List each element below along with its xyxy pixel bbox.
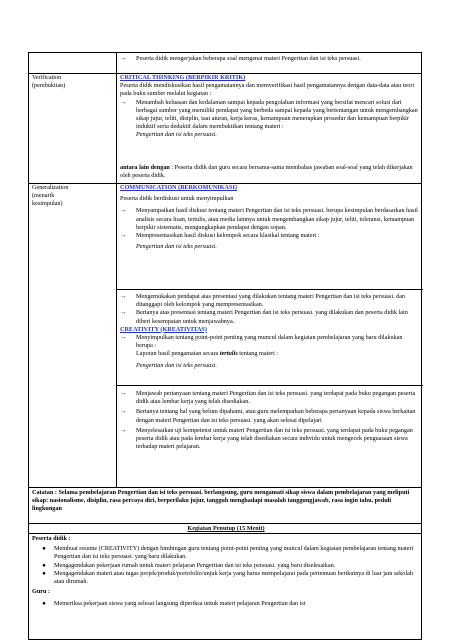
label-generalization (32, 184, 112, 209)
teacher-note: Catatan : Selama pembelajaran Pengertian dan isi teks persuasi. berlangsung, guru mengamati sikap siswa dalam pembelajaran yang meliputi sikap: nasionalisme, disiplin, rasa percaya diri, berperilaku jujur, tangguh menghadapi masalah tanggungjawab, rasa ingin tahu, peduli lingkungan (32, 489, 410, 513)
communication-title: COMMUNICATION (BERKOMUNIKASI) (120, 184, 237, 191)
evaluation-item: Menjawab pertanyaan tentang materi Pengertian dan isi teks persuasi. yang terdapat pada buku pegangan peserta didik atau lembar kerja yang telah disediakan. (136, 390, 416, 406)
column-divider (116, 53, 117, 487)
arrow-icon: → (120, 98, 127, 106)
evaluation-item: Menyelesaikan uji kompetensi untuk materi Pengertian dan isi teks persuasi. yang terdapat pada buku pegangan peserta didik atau pada lembar kerja yang telah disediakan secara individu untuk mengecek penguasaan siswa terhadap materi pelajaran. (136, 426, 413, 451)
creativity-topic: Pengertian dan isi teks persuasi. (136, 361, 217, 369)
closing-section (32, 535, 418, 609)
evaluation-section (120, 390, 418, 451)
guru-label: Guru : (32, 588, 51, 596)
row-divider (116, 385, 423, 386)
critical-item: Menambah keluasan dan kedalaman sampai kepada pengolahan informasi yang bersifat mencari solusi dari berbagai sumber yang memiliki pendapat yang berbeda sampai kepada yang bertentangan untuk mengembangkan sikap jujur, teliti, disiplin, taat aturan, kerja keras, kemampuan menerapkan prosedur dan kemampuan berpikir induktif serta deduktif dalam membuktikan tentang materi : (136, 98, 418, 131)
arrow-icon: → (120, 232, 127, 240)
discussion-text: : Peserta didik dan guru secara bersama-sama membahas jawaban soal-soal yang telah dikerjakan oleh peserta didik. (120, 164, 413, 180)
generalization-sub2: kesimpulan) (32, 200, 63, 208)
list-item (120, 390, 418, 406)
list-item (32, 600, 418, 608)
bullet-icon: ● (42, 561, 46, 569)
arrow-icon: → (120, 390, 127, 397)
list-item (32, 570, 418, 586)
top-line: Peserta didik mengerjakan beberapa soal mengenai materi Pengertian dan isi teks persuasi. (136, 55, 361, 62)
verification-sub: (pembuktian) (32, 82, 66, 90)
label-verification (32, 74, 112, 90)
arrow-icon: → (120, 426, 127, 434)
list-item (120, 309, 418, 325)
creativity-item: Menyimpulkan tentang point-point penting yang muncul dalam kegiatan pembelajaran yang baru dilakukan berupa : (136, 334, 403, 350)
critical-topic: Pengertian dan isi teks persuasi. (136, 131, 217, 139)
row-top (120, 55, 418, 63)
list-item (120, 427, 418, 452)
list-item (120, 334, 418, 350)
peserta-item: Mengagendakan pekerjaan rumah untuk materi pelajaran Pengertian dan isi teks persuasi. yang baru diselesaikan. (54, 561, 336, 569)
creativity-title: CREATIVITY (KREATIVITAS) (120, 325, 207, 333)
arrow-icon: → (120, 207, 127, 215)
presentation-section (120, 293, 418, 370)
discussion-note (120, 164, 418, 180)
critical-intro: Peserta didik mendiskusikan hasil pengamatannya dan memverifikasi hasil pengamatannya dengan data-data atau teori pada buku sumber melalui kegiatan : (120, 82, 415, 98)
peserta-item: Mengagendakan materi atau tugas projek/produk/portofolio/unjuk kerja yang harus mempelajarai pada pertemuan berikutnya di luar jam sekolah atau dirumah. (54, 569, 413, 586)
arrow-icon: → (120, 309, 127, 317)
arrow-icon: → (120, 334, 127, 342)
bullet-icon: ● (42, 545, 46, 553)
row-divider (29, 487, 421, 488)
peserta-item: Membuat resume (CREATIVITY) dengan bimbingan guru tentang point-point penting yang muncul dalam kegiatan pembelajaran tentang materi Pengertian dan isi teks persuasi. yang baru dilakukan. (54, 545, 414, 561)
verification-label: Verification (32, 74, 62, 81)
critical-thinking-title: CRITICAL THINKING (BERPIKIR KRITIK) (120, 74, 246, 81)
arrow-icon: → (120, 408, 127, 416)
bullet-icon: ● (42, 600, 46, 608)
list-item (120, 55, 418, 63)
arrow-icon: → (120, 293, 127, 300)
peserta-label: Peserta didik : (32, 535, 71, 542)
list-item (120, 408, 418, 424)
list-item (120, 293, 418, 309)
lesson-table (28, 52, 422, 640)
list-item (120, 99, 418, 132)
communication-item: Menyampaikan hasil diskusi tentang materi Pengertian dan isi teks persuasi. berupa kesimpulan berdasarkan hasil analisis secara lisan, tertulis, atau media lainnya untuk mengembangkan sikap jujur, teliti, toleransi, kemampuan berpikir sistematis, mengungkapkan pendapat dengan sopan. (136, 207, 418, 231)
communication-item: Mempresentasikan hasil diskusi kelompok secara klasikal tentang materi : (136, 232, 320, 240)
presentation-item: Bertanya atas presentasi tentang materi Pengertian dan isi teks persuasi. yang dilakukan dan peserta didik lain diberi kesempatan untuk menjawabnya. (136, 309, 408, 325)
list-item (120, 232, 418, 240)
discussion-bold: antara lain dengan (120, 164, 170, 171)
communication-topic: Pengertian dan isi teks persuasi. (136, 243, 217, 251)
creativity-line: Laporan hasil pengamatan secara tertulis tentang materi : (136, 350, 279, 358)
row-divider (29, 533, 421, 534)
list-item (120, 207, 418, 232)
guru-item: Memeriksa pekerjaan siswa yang selesai langsung diperiksa untuk materi pelajaran Pengertian dan isi (54, 600, 306, 608)
bullet-icon: ● (42, 569, 46, 577)
generalization-label: Generalization (32, 184, 69, 191)
communication-section (120, 184, 418, 251)
list-item (32, 545, 418, 561)
critical-thinking-section (120, 74, 418, 140)
presentation-item: Mengemukakan pendapat atas presentasi yang dilakukan tentang materi Pengertian dan isi teks persuasi. dan ditanggapi oleh kelompok yang mempresentasikan. (136, 293, 406, 309)
arrow-icon: → (120, 55, 127, 62)
row-divider (116, 289, 423, 290)
communication-intro: Peserta didik berdiskusi untuk menyimpulkan (120, 195, 234, 203)
evaluation-item: Bertanya tentang hal yang belum dipahami, atau guru melemparkan beberapa pertanyaan kepada siswa berkaitan dengan materi Pengertian dan isi teks persuasi. yang akan selesai dipelajari (136, 408, 416, 424)
closing-title: Kegiatan Penutup (15 Menit) (187, 525, 265, 532)
list-item (32, 562, 418, 570)
generalization-sub: (menarik (32, 192, 55, 200)
